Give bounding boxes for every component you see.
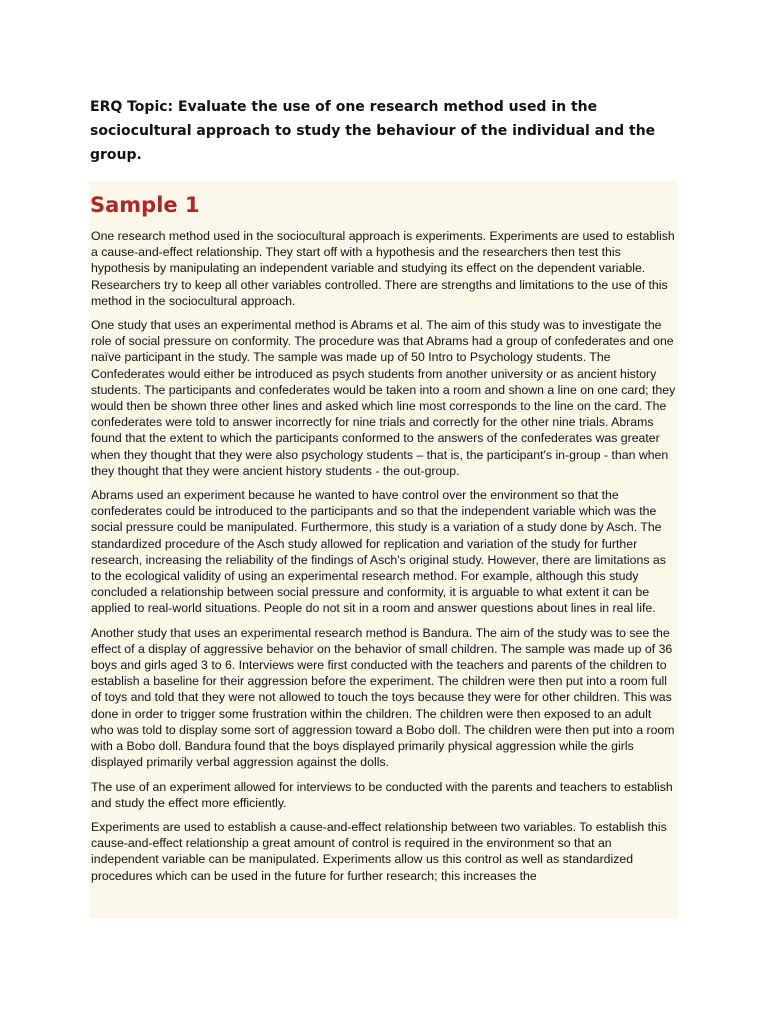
paragraph-abrams-study: One study that uses an experimental method is Abrams et al. The aim of this study was to investigate the role of social pressure on conformity. The procedure was that Abrams had a group of confederates and one naïve participant in the study. The sample was made up of 50 Intro to Psychology students. The Confederates would either be introduced as psych students from another university or as ancient history students. The participants and confederates would be taken into a room and shown a line on one card; they would then be shown three other lines and asked which line most corresponds to the line on the card. The confederates were told to answer incorrectly for nine trials and correctly for the other nine trials. Abrams found that the extent to which the participants conformed to the answers of the confederates was greater when they thought that they were also psychology students – that is, the participant's in-group - than when they thought that they were ancient history students - the out-group. [91,318,676,478]
sample-box [89,181,678,919]
sample-title: Sample 1 [90,193,200,217]
erq-topic-heading: ERQ Topic: Evaluate the use of one research method used in the sociocultural approach to study the behaviour of the individual and the group. [90,99,656,163]
paragraph-conclusion: Experiments are used to establish a cause-and-effect relationship between two variables. To establish this cause-and-effect relationship a great amount of control is required in the environment so that an independent variable can be manipulated. Experiments allow us this control as well as standardized procedures which can be used in the future for further research; this increases the [91,819,667,883]
paragraph-bandura-study: Another study that uses an experimental research method is Bandura. The aim of the study was to see the effect of a display of aggressive behavior on the behavior of small children. The sample was made up of 36 boys and girls aged 3 to 6. Interviews were first conducted with the teachers and parents of the children to establish a baseline for their aggression before the experiment. The children were then put into a room full of toys and told that they were not allowed to touch the toys because they were for other children. This was done in order to trigger some frustration within the children. The children were then exposed to an adult who was told to display some sort of aggression toward a Bobo doll. The children were then put into a room with a Bobo doll. Bandura found that the boys displayed primarily physical aggression while the girls displayed primarily verbal aggression against the dolls. [91,625,675,770]
paragraph-bandura-evaluation: The use of an experiment allowed for interviews to be conducted with the parents and teachers to establish and study the effect more efficiently. [91,779,673,810]
paragraph-intro: One research method used in the sociocultural approach is experiments. Experiments are used to establish a cause-and-effect relationship. They start off with a hypothesis and the researchers then test this hypothesis by manipulating an independent variable and studying its effect on the dependent variable. Researchers try to keep all other variables controlled. There are strengths and limitations to the use of this method in the sociocultural approach. [91,229,675,308]
paragraph-abrams-evaluation: Abrams used an experiment because he wanted to have control over the environment so that the confederates could be introduced to the participants and so that the independent variable which was the social pressure could be manipulated. Furthermore, this study is a variation of a study done by Asch. The standardized procedure of the Asch study allowed for replication and variation of the study for further research, increasing the reliability of the findings of Asch's original study. However, there are limitations as to the ecological validity of using an experimental research method. For example, although this study concluded a relationship between social pressure and conformity, it is arguable to what extent it can be applied to real-world situations. People do not sit in a room and answer questions about lines in real life. [91,488,666,616]
sample-body [91,228,676,892]
